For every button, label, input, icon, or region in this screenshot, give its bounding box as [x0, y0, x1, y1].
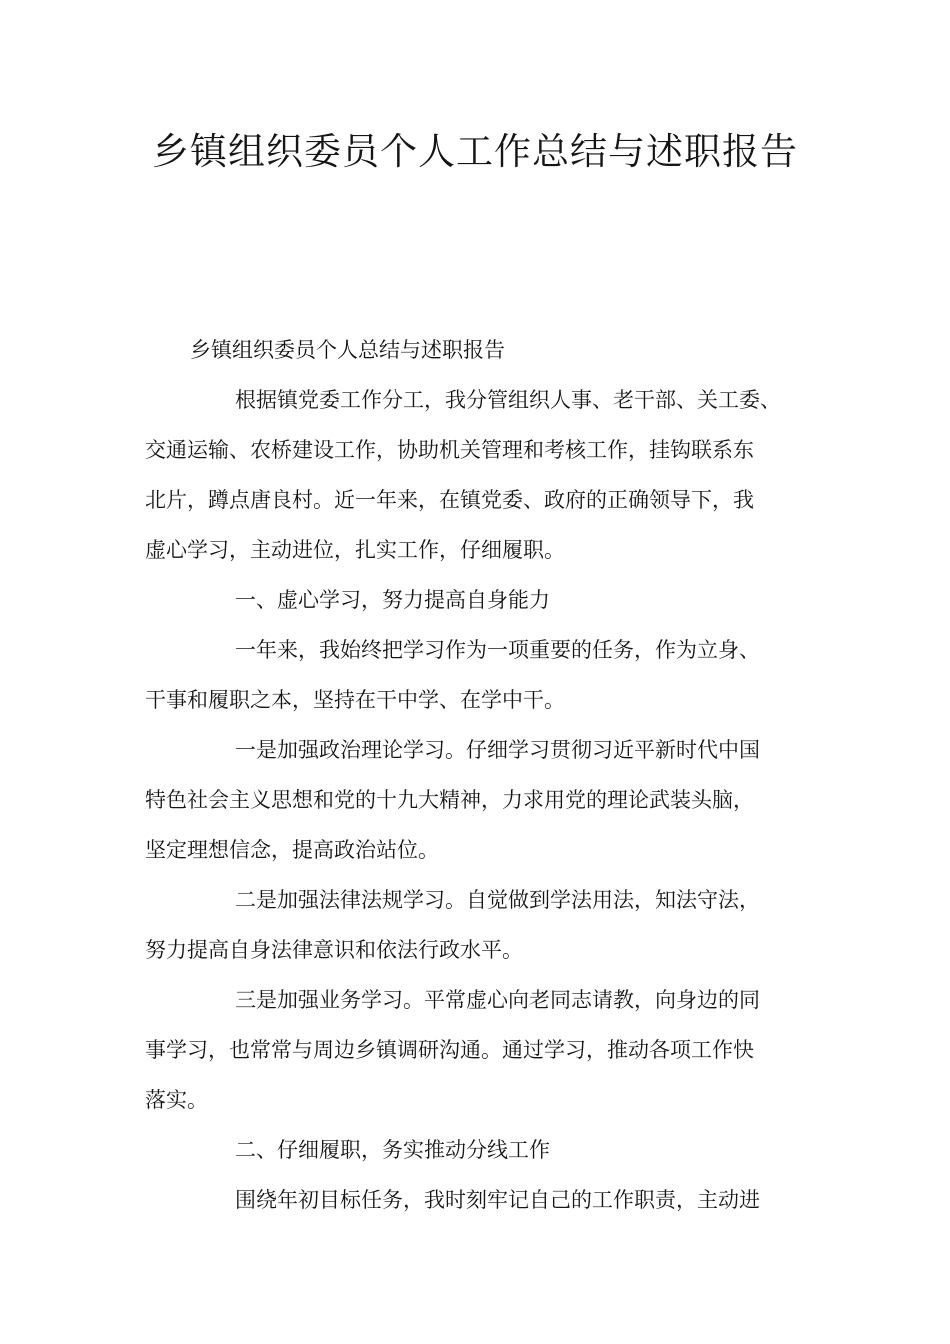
paragraph-5-line-1: 三是加强业务学习。平常虚心向老同志请教，向身边的同	[235, 988, 760, 1012]
section-heading-2: 二、仔细履职，务实推动分线工作	[235, 1138, 550, 1162]
paragraph-2-line-2: 干事和履职之本，坚持在干中学、在学中干。	[145, 688, 565, 712]
paragraph-5-line-3: 落实。	[145, 1088, 208, 1112]
paragraph-1-line-3: 北片，蹲点唐良村。近一年来，在镇党委、政府的正确领导下，我	[145, 488, 754, 512]
paragraph-1-line-4: 虚心学习，主动进位，扎实工作，仔细履职。	[145, 538, 565, 562]
paragraph-4-line-1: 二是加强法律法规学习。自觉做到学法用法，知法守法，	[235, 888, 760, 912]
paragraph-4-line-2: 努力提高自身法律意识和依法行政水平。	[145, 938, 523, 962]
section-heading-1: 一、虚心学习，努力提高自身能力	[235, 588, 550, 612]
document-subtitle: 乡镇组织委员个人总结与述职报告	[190, 338, 505, 362]
paragraph-2-line-1: 一年来，我始终把学习作为一项重要的任务，作为立身、	[235, 638, 760, 662]
paragraph-3-line-3: 坚定理想信念，提高政治站位。	[145, 838, 439, 862]
paragraph-3-line-2: 特色社会主义思想和党的十九大精神，力求用党的理论武装头脑，	[145, 788, 754, 812]
paragraph-1-line-2: 交通运输、农桥建设工作，协助机关管理和考核工作，挂钩联系东	[145, 438, 754, 462]
paragraph-6-line-1: 围绕年初目标任务，我时刻牢记自己的工作职责，主动进	[235, 1188, 760, 1212]
paragraph-1-line-1: 根据镇党委工作分工，我分管组织人事、老干部、关工委、	[235, 388, 781, 412]
paragraph-3-line-1: 一是加强政治理论学习。仔细学习贯彻习近平新时代中国	[235, 738, 760, 762]
document-title: 乡镇组织委员个人工作总结与述职报告	[152, 130, 798, 173]
paragraph-5-line-2: 事学习，也常常与周边乡镇调研沟通。通过学习，推动各项工作快	[145, 1038, 754, 1062]
